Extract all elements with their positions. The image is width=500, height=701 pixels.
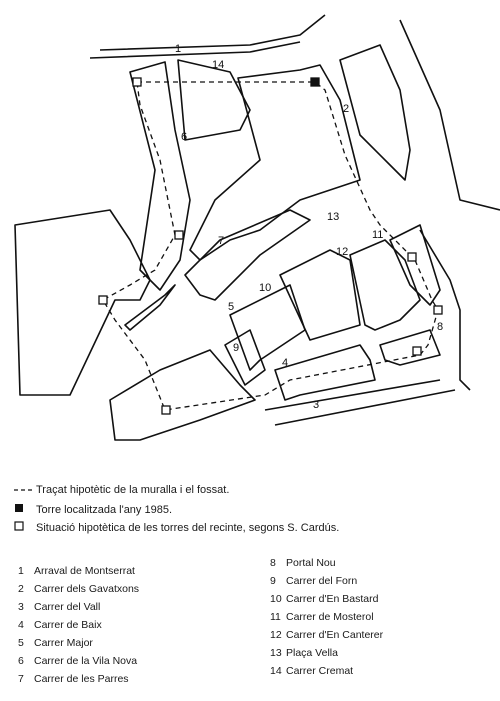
block-outline xyxy=(390,225,440,305)
tower-hypothetical-marker xyxy=(434,306,442,314)
street-key-item: 5 Carrer Major xyxy=(18,637,93,649)
tower-found-marker xyxy=(311,78,319,86)
legend-tower-found xyxy=(14,503,172,516)
street-key-item: 13 Plaça Vella xyxy=(270,647,338,659)
tower-hypothetical-marker xyxy=(175,231,183,239)
map-label-6: 6 xyxy=(181,131,188,143)
map-label-2: 2 xyxy=(343,103,350,115)
map-label-9: 9 xyxy=(233,342,240,354)
street-key-item: 10 Carrer d'En Bastard xyxy=(270,593,379,605)
tower-hypothetical-marker xyxy=(408,253,416,261)
map-label-13: 13 xyxy=(327,211,340,223)
street-key-item: 2 Carrer dels Gavatxons xyxy=(18,583,140,595)
tower-hypothetical-marker xyxy=(99,296,107,304)
street-key-item: 6 Carrer de la Vila Nova xyxy=(18,655,138,667)
city-blocks xyxy=(15,15,500,440)
street-key-item: 12 Carrer d'En Canterer xyxy=(270,629,384,641)
map-label-11: 11 xyxy=(372,229,384,241)
dash-line-icon xyxy=(14,484,36,496)
legend-tower-hypothetical-text: Situació hipotètica de les torres del recinte, segons S. Cardús. xyxy=(36,521,340,534)
street-key-item: 4 Carrer de Baix xyxy=(18,619,102,631)
tower-hypothetical-marker xyxy=(162,406,170,414)
block-outline xyxy=(400,20,500,210)
street-key-right xyxy=(270,554,383,680)
map-label-5: 5 xyxy=(228,301,235,313)
street-key-item: 14 Carrer Cremat xyxy=(270,665,354,677)
map-label-10: 10 xyxy=(259,282,272,294)
block-outline xyxy=(190,65,360,260)
map-label-3: 3 xyxy=(313,399,320,411)
block-outline xyxy=(340,45,410,180)
block-outline xyxy=(178,60,250,140)
legend-wall-text: Traçat hipotètic de la muralla i el fossat. xyxy=(36,484,230,496)
open-square-icon xyxy=(14,521,36,534)
filled-square-icon xyxy=(14,503,36,516)
hypothetical-wall-line xyxy=(103,82,438,410)
block-outline xyxy=(125,285,175,330)
map-label-7: 7 xyxy=(218,235,225,247)
legend-tower-hypothetical xyxy=(14,521,339,534)
street-key-item: 1 Arraval de Montserrat xyxy=(18,565,135,577)
block-outline xyxy=(100,15,325,50)
block-outline xyxy=(280,250,360,340)
map-label-8: 8 xyxy=(437,321,444,333)
block-outline xyxy=(15,210,150,395)
street-key-item: 3 Carrer del Vall xyxy=(18,601,101,613)
block-outline xyxy=(230,285,305,370)
map-label-4: 4 xyxy=(282,357,289,369)
street-key-item: 7 Carrer de les Parres xyxy=(18,673,129,685)
block-outline xyxy=(420,230,470,390)
tower-hypothetical-marker xyxy=(133,78,141,86)
map-label-12: 12 xyxy=(336,246,349,258)
street-key-item: 11 Carrer de Mosterol xyxy=(270,611,374,623)
street-key-item: 9 Carrer del Forn xyxy=(270,575,358,587)
street-key-left xyxy=(18,562,139,688)
legend-tower-found-text: Torre localitzada l'any 1985. xyxy=(36,503,173,516)
street-key-item: 8 Portal Nou xyxy=(270,557,336,569)
block-outline xyxy=(275,345,375,400)
tower-hypothetical-marker xyxy=(413,347,421,355)
block-outline xyxy=(110,350,255,440)
map-label-1: 1 xyxy=(175,43,182,55)
legend-wall xyxy=(14,484,229,496)
map-label-14: 14 xyxy=(212,59,225,71)
